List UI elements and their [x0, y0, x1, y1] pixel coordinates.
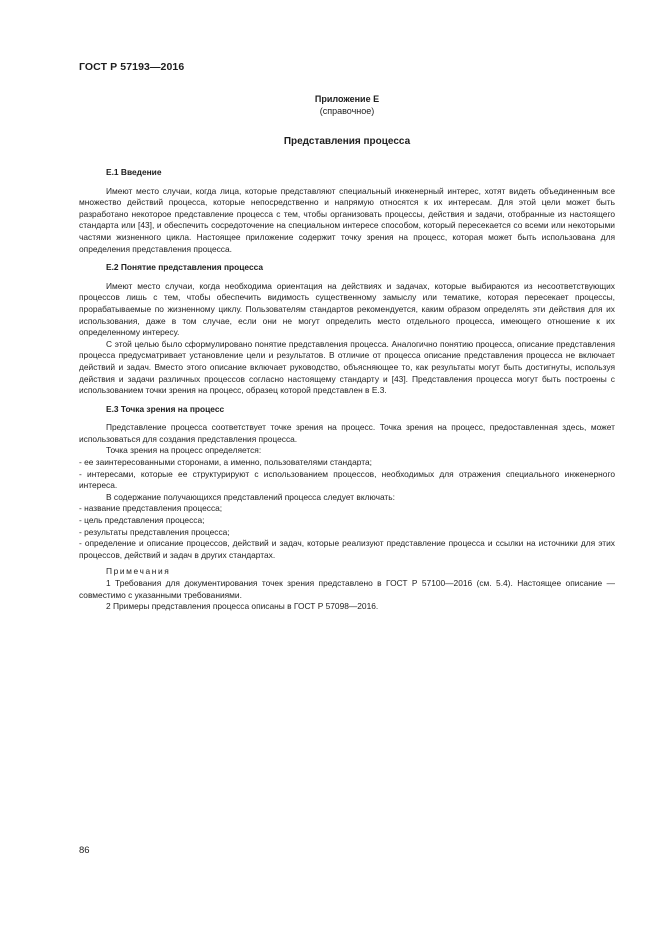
appendix-title: Приложение Е	[314, 94, 380, 104]
notes-block	[79, 566, 615, 612]
page-number: 86	[79, 845, 90, 856]
section-e2-paragraph-1: Имеют место случаи, когда необходима ориентация на действиях и задачах, которые выбираются из несоответствующих процессов лишь с тем, чтобы обеспечить видимость существенному замыслу или тематике, которая пересекает процессы, прорабатываемые по жизненному циклу. Пользователям стандартов рекомендуется, каким образом определять эти действия для их использования, даже в том случае, если они не могут определить место отдельного процесса, имеющего отношение к их определенному интересу.	[79, 280, 615, 338]
list-item: - цель представления процесса;	[79, 515, 205, 526]
list-item: - результаты представления процесса;	[79, 526, 230, 537]
list-item: - определение и описание процессов, действий и задач, которые реализуют представление процесса и ссылки на источники для этих процессов, действий и задач в других стандартах.	[79, 538, 615, 560]
section-e3-intro-line: Точка зрения на процесс определяется:	[106, 445, 262, 456]
section-e3-title: Е.3 Точка зрения на процесс	[106, 403, 225, 414]
section-e1	[79, 167, 615, 255]
list-item: - название представления процесса;	[79, 503, 223, 514]
section-e3-content-line: В содержание получающихся представлений процесса следует включать:	[106, 491, 395, 502]
document-code-header: ГОСТ Р 57193—2016	[79, 61, 185, 73]
section-e3	[79, 404, 615, 562]
section-e1-paragraph: Имеют место случаи, когда лица, которые представляют специальный инженерный интерес, хотят видеть объединенным все множество действий процесса, которые непосредственно и напрямую относятся к их интересам. Для этой цели может быть разработано некоторое представление процесса с тем, чтобы организовать процессы, действия и задачи, отобранные из настоящего стандарта или [43], и обеспечить сосредоточение на специальном интересе способом, который пересекается со всеми или некоторыми частями жизненного цикла. Настоящее приложение содержит точку зрения на процесс, которая может быть использована для определения представления процесса.	[79, 185, 615, 254]
section-e2-title: Е.2 Понятие представления процесса	[106, 262, 264, 273]
note-2: 2 Примеры представления процесса описаны в ГОСТ Р 57098—2016.	[106, 601, 379, 612]
list-item: - ее заинтересованными сторонами, а именно, пользователями стандарта;	[79, 457, 372, 468]
list-item: - интересами, которые ее структурируют с использованием процессов, необходимых для отражения специального инженерного интереса.	[79, 468, 615, 491]
appendix-heading	[79, 93, 615, 117]
notes-heading: Примечания	[106, 566, 171, 577]
page-title: Представления процесса	[283, 136, 411, 147]
section-e1-title: Е.1 Введение	[106, 167, 162, 177]
section-e2	[79, 262, 615, 397]
section-e3-paragraph-1: Представление процесса соответствует точке зрения на процесс. Точка зрения на процесс, предоставленная здесь, может использоваться для создания представления процесса.	[79, 422, 615, 444]
section-e2-paragraph-2: С этой целью было сформулировано понятие представления процесса. Аналогично понятию процесса, описание представления процесса предусматривает установление цели и результатов. В отличие от процесса описание представления процесса не включает действий и задач. Вместо этого описание включает руководство, объясняющее то, как результаты могут быть достигнуты, используя действия и задачи различных процессов согласно настоящему стандарту и [43]. Представления процесса могут быть построены с использованием точки зрения на процесс, образец которой представлен в Е.3.	[79, 338, 615, 396]
note-1: 1 Требования для документирования точек зрения представлено в ГОСТ Р 57100—2016 (см. 5.4). Настоящее описание — совместимо с указанными требованиями.	[79, 578, 615, 600]
document-body	[79, 167, 615, 613]
appendix-subtitle: (справочное)	[319, 106, 375, 116]
